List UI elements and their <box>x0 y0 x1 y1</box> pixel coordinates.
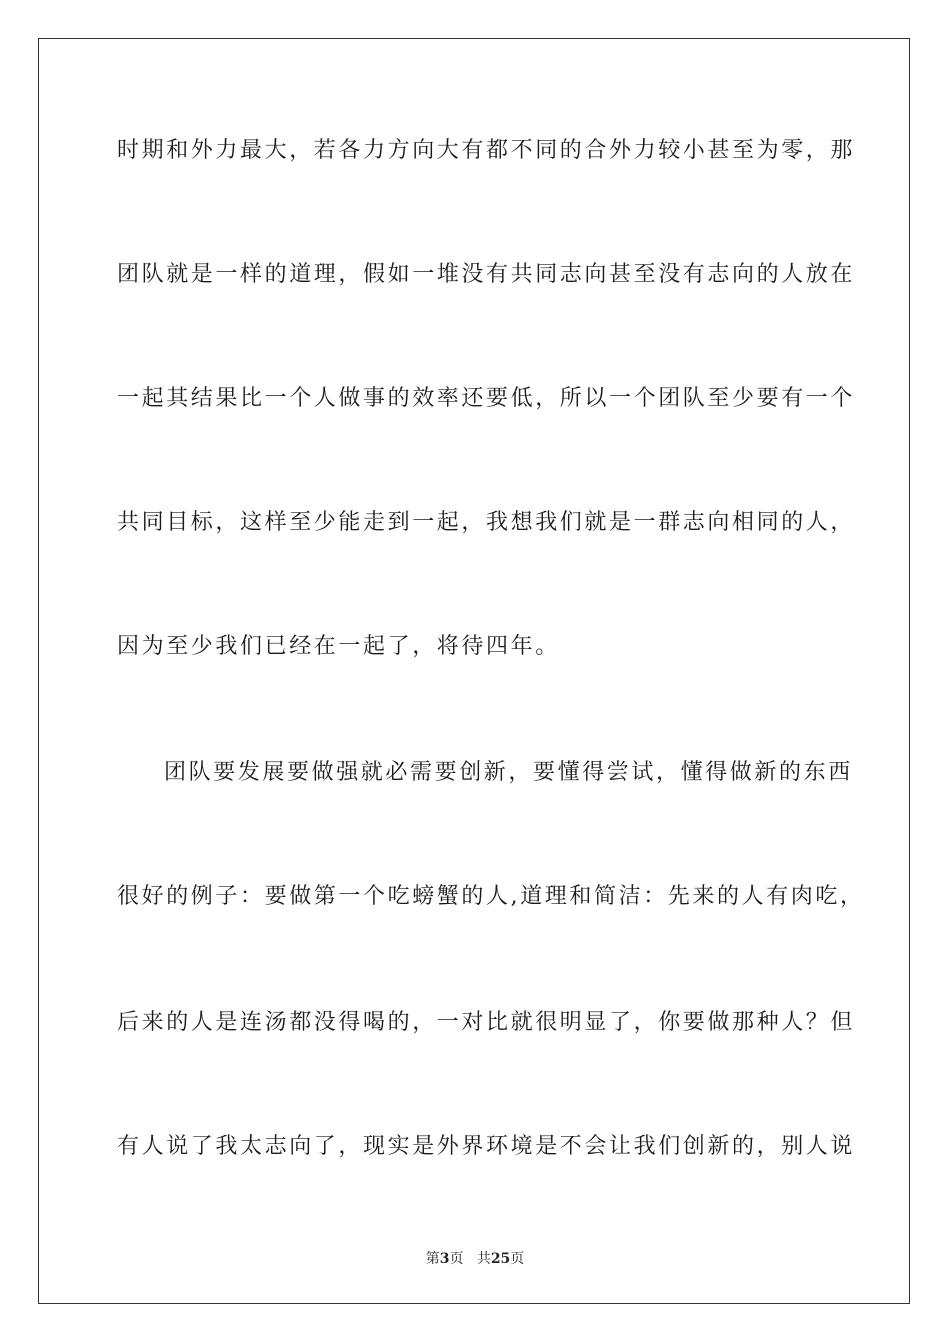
page-footer <box>0 1248 950 1268</box>
page-label-suffix: 页 <box>449 1251 464 1267</box>
page-border <box>38 38 910 1304</box>
current-page-number: 3 <box>439 1251 450 1267</box>
body-text-line-6: 团队要发展要做强就必需要创新，要懂得尝试，懂得做新的东西 <box>164 760 853 785</box>
total-label-prefix: 共 <box>476 1251 491 1267</box>
body-text-line-7: 很好的例子：要做第一个吃螃蟹的人,道理和简洁：先来的人有肉吃， <box>117 884 865 909</box>
body-text-line-2: 团队就是一样的道理，假如一堆没有共同志向甚至没有志向的人放在 <box>117 262 856 287</box>
body-text-line-9: 有人说了我太志向了，现实是外界环境是不会让我们创新的，别人说 <box>117 1134 856 1159</box>
body-text-line-3: 一起其结果比一个人做事的效率还要低，所以一个团队至少要有一个 <box>117 386 856 411</box>
body-text-line-5: 因为至少我们已经在一起了，将待四年。 <box>117 634 560 659</box>
total-label-suffix: 页 <box>510 1251 525 1267</box>
body-text-line-8: 后来的人是连汤都没得喝的，一对比就很明显了，你要做那种人？但 <box>117 1010 856 1035</box>
total-page-count: 25 <box>490 1251 511 1267</box>
body-text-line-4: 共同目标，这样至少能走到一起，我想我们就是一群志向相同的人， <box>117 510 856 535</box>
page-label-prefix: 第 <box>425 1251 440 1267</box>
body-text-line-1: 时期和外力最大，若各力方向大有都不同的合外力较小甚至为零，那 <box>117 138 856 163</box>
